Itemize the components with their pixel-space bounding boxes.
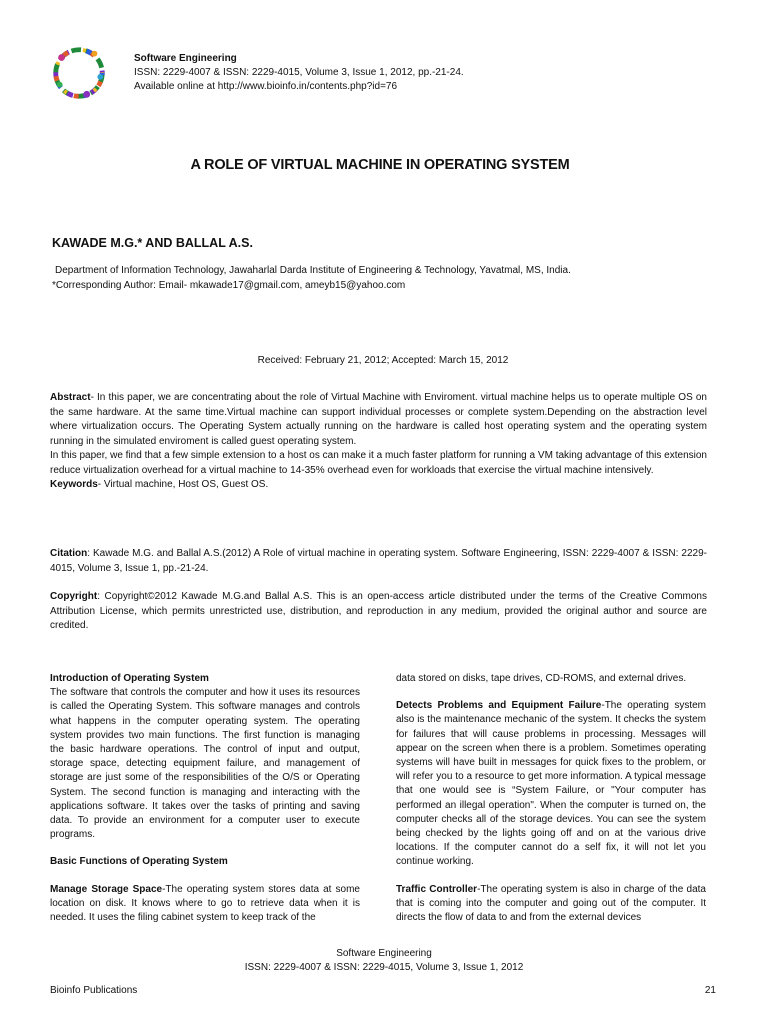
detects-label: Detects Problems and Equipment Failure	[396, 700, 602, 712]
abstract-text: - In this paper, we are concentrating about the role of Virtual Machine with Enviroment. virtual machine helps us to operate multiple OS on the same hardware. At the same time.Virtual machine can support individual processes or complete system.Depending on the abstraction level where virtualization occurs. The Operating System actually running on the hardware is called host operating system and the operating system running in the simulated enviroment is called guest operating system.	[50, 392, 707, 447]
left-column	[50, 672, 360, 925]
footer-issn: ISSN: 2229-4007 & ISSN: 2229-4015, Volume 3, Issue 1, 2012	[244, 962, 524, 973]
abstract-label: Abstract	[50, 392, 91, 403]
department-line: Department of Information Technology, Jawaharlal Darda Institute of Engineering & Technology, Yavatmal, MS, India.	[55, 265, 571, 276]
basic-functions-heading: Basic Functions of Operating System	[50, 856, 228, 868]
received-dates: Received: February 21, 2012; Accepted: March 15, 2012	[257, 355, 509, 366]
page-number: 21	[704, 985, 716, 996]
abstract-section	[50, 391, 707, 493]
keywords-label: Keywords	[50, 479, 98, 490]
paper-authors: KAWADE M.G.* AND BALLAL A.S.	[52, 236, 253, 250]
intro-text: The software that controls the computer and how it uses its resources is called the Operating System. This software manages and controls what happens in the computer operating system. The operating system provides two main functions. The first function is managing the basic hardware operations. The control of input and output, storage space, detecting equipment failure, and management of storage are just some of the responsibilities of the O/S or Operating System. The second function is managing and interacting with the applications software. It takes over the tasks of printing and saving data. To provide an environment for a computer user to execute programs.	[50, 687, 360, 841]
footer-journal: Software Engineering	[336, 948, 432, 959]
bioinfo-logo	[48, 42, 110, 104]
journal-title: Software Engineering	[134, 53, 237, 64]
copyright-section	[50, 590, 707, 634]
paper-title: A ROLE OF VIRTUAL MACHINE IN OPERATING SYSTEM	[190, 157, 570, 173]
storage-text: -The operating system stores data at some location on disk. It knows where to go to retrieve data when it is needed. It uses the filing cabinet system to keep track of the	[50, 883, 360, 924]
journal-issn: ISSN: 2229-4007 & ISSN: 2229-4015, Volume 3, Issue 1, 2012, pp.-21-24.	[134, 67, 464, 78]
copyright-label: Copyright	[50, 591, 98, 602]
citation-label: Citation	[50, 548, 88, 559]
citation-text: : Kawade M.G. and Ballal A.S.(2012) A Role of virtual machine in operating system. Software Engineering, ISSN: 2229-4007 & ISSN: 2229-4015, Volume 3, Issue 1, pp.-21-24.	[50, 548, 707, 574]
journal-header	[134, 52, 464, 94]
traffic-text: -The operating system is also in charge of the data that is coming into the computer and going out of the computer. It directs the flow of data to and from the external devices	[396, 883, 706, 924]
storage-continued: data stored on disks, tape drives, CD-ROMS, and external drives.	[396, 673, 687, 684]
detects-text: -The operating system also is the maintenance mechanic of the system. It checks the system for failures that will cause problems in processing. Messages will appear on the screen when there is a problem. Sometimes operating systems will have built in messages for quick fixes to the problem, or will refer you to a resource to get more information. A typical message that one would see is “System Failure, or "Your computer has performed an illegal operation". When the computer is turned on, the computer checks all of the storage devices. You can see the system being checked by the lights going off and on at the various drive locations. If the computer cannot do a self fix, it will not let you continue working.	[396, 700, 706, 868]
journal-url: Available online at http://www.bioinfo.in/contents.php?id=76	[134, 81, 398, 92]
logo-ring	[56, 50, 103, 98]
intro-heading: Introduction of Operating System	[50, 673, 209, 684]
storage-label: Manage Storage Space	[50, 883, 163, 895]
keywords-text: - Virtual machine, Host OS, Guest OS.	[97, 479, 269, 490]
right-column	[396, 672, 706, 925]
publisher-name: Bioinfo Publications	[50, 985, 138, 996]
corresponding-author: *Corresponding Author: Email- mkawade17@gmail.com, ameyb15@yahoo.com	[52, 280, 406, 291]
page-footer	[0, 947, 768, 975]
copyright-text: : Copyright©2012 Kawade M.G.and Ballal A.S. This is an open-access article distributed under the terms of the Creative Commons Attribution License, which permits unrestricted use, distribution, and reproduction in any medium, provided the original author and source are credited.	[50, 591, 707, 631]
affiliation-block	[52, 263, 571, 293]
abstract-text-2: In this paper, we find that a few simple extension to a host os can make it a much faster platform for running a VM taking advantage of this extension reduce virtualization overhead for a virtual machine to 14-35% overhead even for workloads that exercise the virtual machine intensively.	[50, 450, 707, 476]
citation-section	[50, 547, 707, 576]
traffic-label: Traffic Controller	[396, 883, 478, 895]
